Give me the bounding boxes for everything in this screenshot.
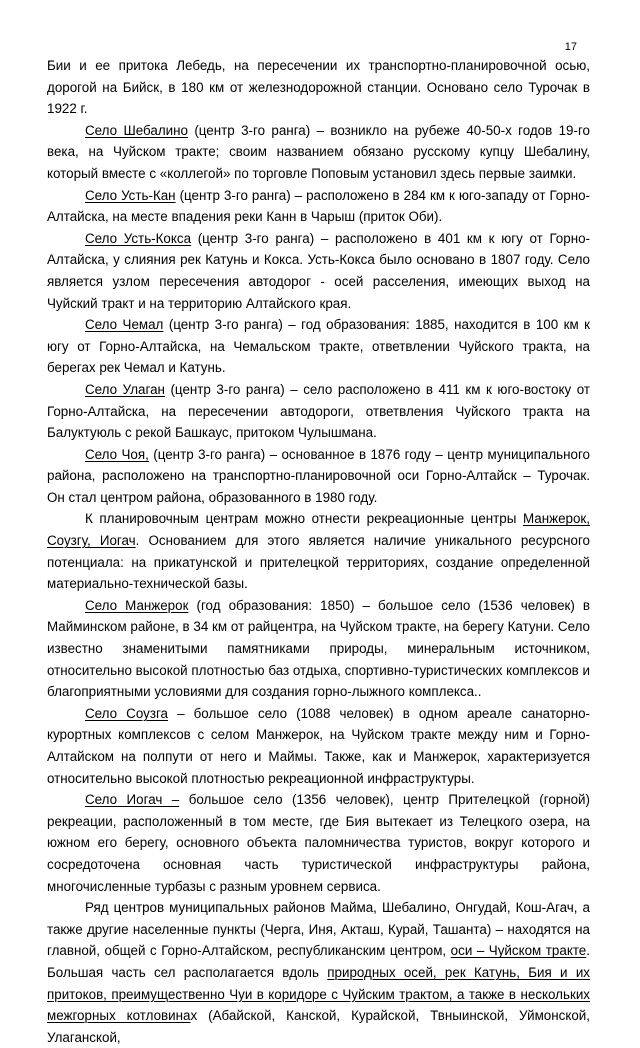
- text-run: . Основанием для этого является наличие уникального ресурсного потенциала: на прикатунской и прителецкой территориях, создание определенной материально-технической базы.: [47, 533, 590, 592]
- paragraph: [47, 314, 590, 379]
- paragraph: [47, 897, 590, 1048]
- text-run: х (Абайской, Канской, Курайской, Твныинской, Уймонской, Улаганской,: [47, 1008, 590, 1045]
- underlined-place-name: Село Иогач –: [85, 792, 180, 808]
- text-run: – большое село (1088 человек) в одном ареале санаторно-курортных комплексов с селом Манжерок, на Чуйском тракте между ним и Горно-Алтайском на полпути от него и Маймы. Также, как и Манжерок, характеризуется относительно высокой плотностью рекреационной инфраструктуры.: [47, 705, 590, 786]
- underlined-place-name: Село Улаган: [85, 381, 165, 397]
- text-run: (центр 3-го ранга) – село расположено в 411 км к юго-востоку от Горно-Алтайска, на пересечении автодороги, ответвления Чуйского тракта на Балуктуюль с рекой Башкаус, притоком Чулышмана.: [47, 381, 591, 441]
- text-run: (центр 3-го ранга) – год образования: 1885, находится в 100 км к югу от Горно-Алтайска, на Чемальском тракте, ответвлении Чуйского тракта, на берегах рек Чемал и Катунь.: [47, 317, 590, 376]
- paragraph: [47, 508, 590, 594]
- text-run: (год образования: 1850) – большое село (1536 человек) в Майминском районе, в 34 км от райцентра, на Чуйском тракте, на берегу Катуни. Село известно знаменитыми памятниками природы, минеральным источником, относительно высокой плотностью баз отдыха, спортивно-туристических комплексов и благоприятными условиями для создания горно-лыжного комплекса..: [47, 597, 591, 700]
- paragraph: [47, 789, 590, 897]
- text-run: большое село (1356 человек), центр Прителецкой (горной) рекреации, расположенный в том месте, где Бия вытекает из Телецкого озера, на южном его берегу, основного объекта паломничества туристов, вокруг которого и сосредоточена основная часть туристической инфраструктуры района, многочисленные турбазы с разным уровнем сервиса.: [47, 792, 590, 894]
- paragraph: [47, 185, 590, 228]
- text-run: К планировочным центрам можно отнести рекреационные центры: [85, 511, 523, 527]
- underlined-place-name: Село Соузга: [85, 705, 169, 721]
- text-run: (центр 3-го ранга) – расположено в 401 км к югу от Горно-Алтайска, у слияния рек Катунь и Кокса. Усть-Кокса было основано в 1807 году. Село является узлом пересечения автодорог - осей расселения, имеющих выход на Чуйский тракт и на территорию Алтайского края.: [47, 230, 590, 311]
- paragraph: [47, 55, 590, 120]
- body-text: [47, 55, 590, 1048]
- text-run: (центр 3-го ранга) – расположено в 284 км к юго-западу от Горно-Алтайска, на месте впадения реки Канн в Чарыш (приток Оби).: [47, 187, 590, 225]
- underlined-place-name: Село Чемал: [85, 317, 164, 333]
- underlined-place-name: Село Шебалино: [85, 122, 188, 138]
- text-run: Бии и ее притока Лебедь, на пересечении их транспортно-планировочной осью, дорогой на Бийск, в 180 км от железнодорожной станции. Основано село Турочак в 1922 г.: [47, 58, 590, 117]
- underlined-place-name: Село Усть-Кан: [85, 187, 176, 203]
- text-run: (центр 3-го ранга) – возникло на рубеже 40-50-х годов 19-го века, на Чуйском тракте; своим названием обязано русскому купцу Шебалину, который вместе с «коллегой» по торговле Поповым установил здесь первые заимки.: [47, 122, 590, 181]
- paragraph: [47, 703, 590, 789]
- paragraph: [47, 444, 590, 509]
- paragraph: [47, 595, 590, 703]
- underlined-place-name: Село Усть-Кокса: [85, 230, 192, 246]
- paragraph: [47, 228, 590, 314]
- underlined-place-name: Село Манжерок: [85, 597, 189, 613]
- underlined-place-name: природных осей, рек Катунь, Бия и их притоков, преимущественно Чуи в коридоре с Чуйским трактом, а также в нескольких межгорных котловина: [47, 964, 590, 1024]
- paragraph: [47, 120, 590, 185]
- underlined-place-name: оси – Чуйском тракте: [450, 943, 587, 959]
- paragraph: [47, 379, 590, 444]
- text-run: . Большая часть сел располагается вдоль: [47, 943, 590, 980]
- underlined-place-name: Село Чоя,: [85, 446, 149, 462]
- text-run: (центр 3-го ранга) – основанное в 1876 году – центр муниципального района, расположено на транспортно-планировочной оси Горно-Алтайск – Турочак. Он стал центром района, образованного в 1980 году.: [47, 446, 590, 505]
- text-run: Ряд центров муниципальных районов Майма, Шебалино, Онгудай, Кош-Агач, а также другие населенные пункты (Черга, Иня, Акташ, Курай, Ташанта) – находятся на главной, общей с Горно-Алтайском, республиканским центром,: [47, 900, 590, 959]
- underlined-place-name: Манжерок, Соузгу, Иогач: [47, 511, 590, 549]
- page-number: 17: [564, 41, 577, 53]
